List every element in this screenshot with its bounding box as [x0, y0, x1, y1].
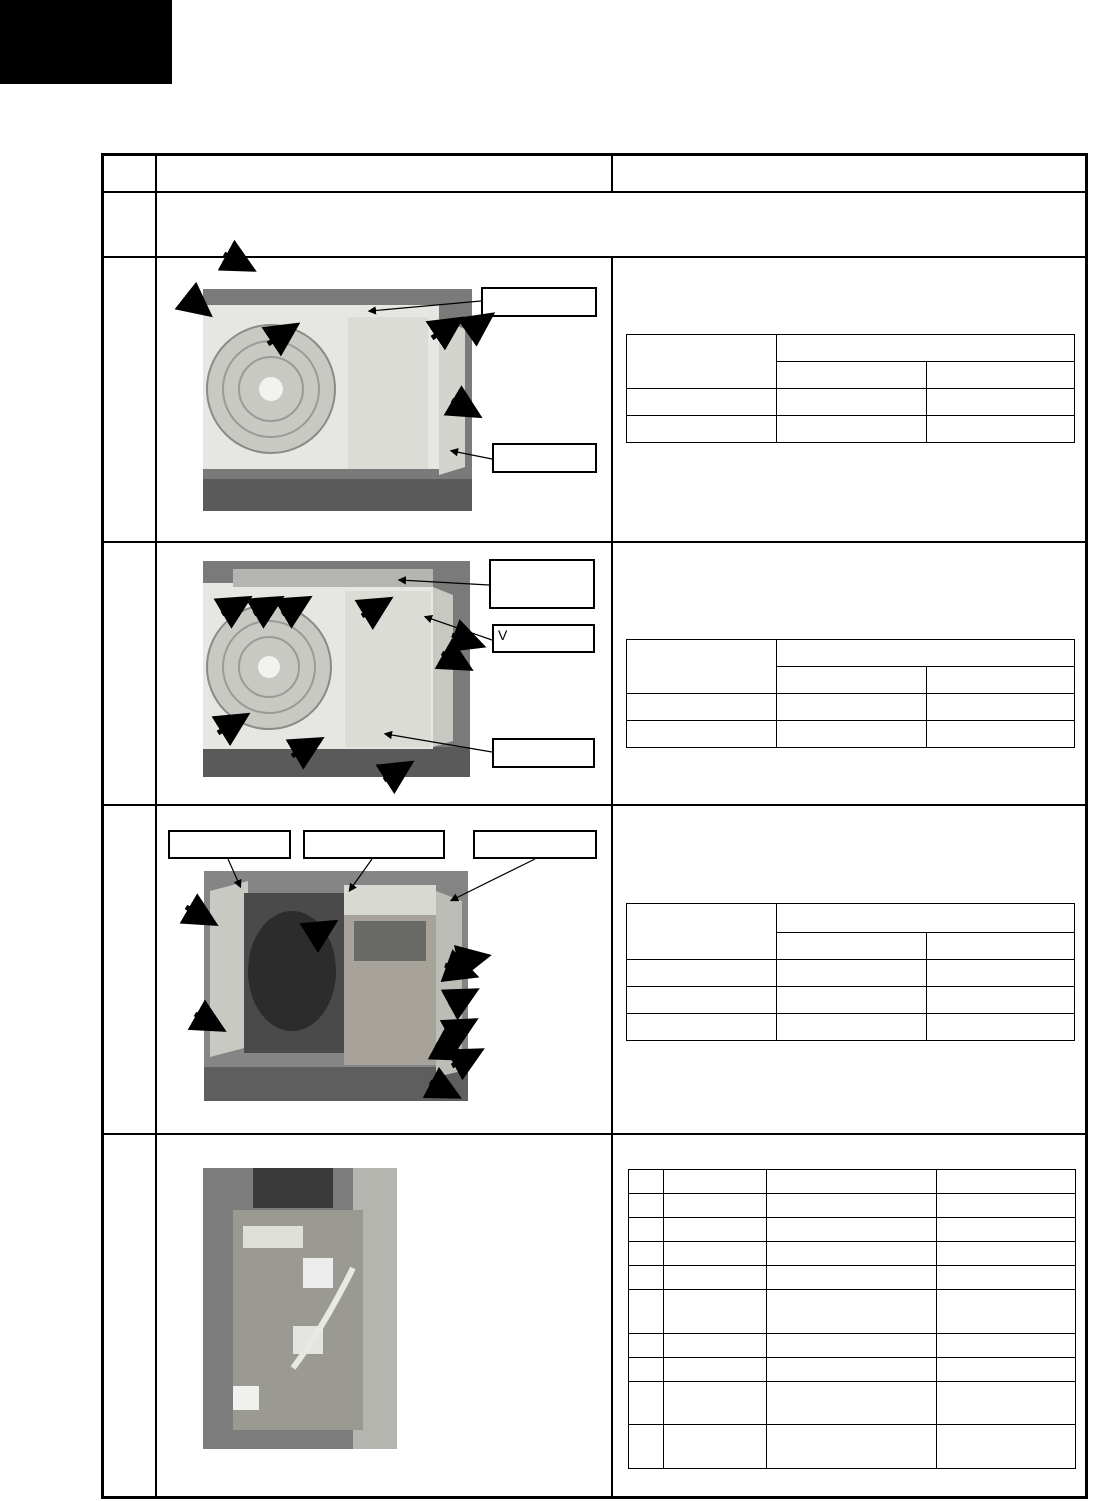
outdoor-unit-top-removed-photo — [203, 561, 470, 777]
outdoor-unit-photo — [203, 289, 472, 511]
callout-label — [492, 738, 595, 768]
spec-table — [626, 334, 1075, 443]
row-divider — [101, 804, 1088, 806]
row-divider — [101, 191, 1088, 193]
column-divider — [611, 256, 613, 1499]
connector-table — [628, 1169, 1076, 1469]
callout-label — [168, 830, 291, 859]
outdoor-unit-interior-photo — [204, 871, 468, 1101]
column-divider — [155, 153, 157, 1499]
callout-label: V — [492, 624, 595, 653]
callout-label — [303, 830, 445, 859]
row-divider — [101, 256, 1088, 258]
callout-label — [492, 443, 597, 473]
chapter-tab — [0, 0, 172, 84]
spec-table — [626, 639, 1075, 748]
row-divider — [101, 541, 1088, 543]
callout-label — [481, 287, 597, 317]
spec-table — [626, 903, 1075, 1041]
control-board-photo — [203, 1168, 397, 1449]
row-divider — [101, 1133, 1088, 1135]
callout-label — [473, 830, 597, 859]
callout-label — [489, 559, 595, 609]
column-divider — [611, 153, 613, 193]
